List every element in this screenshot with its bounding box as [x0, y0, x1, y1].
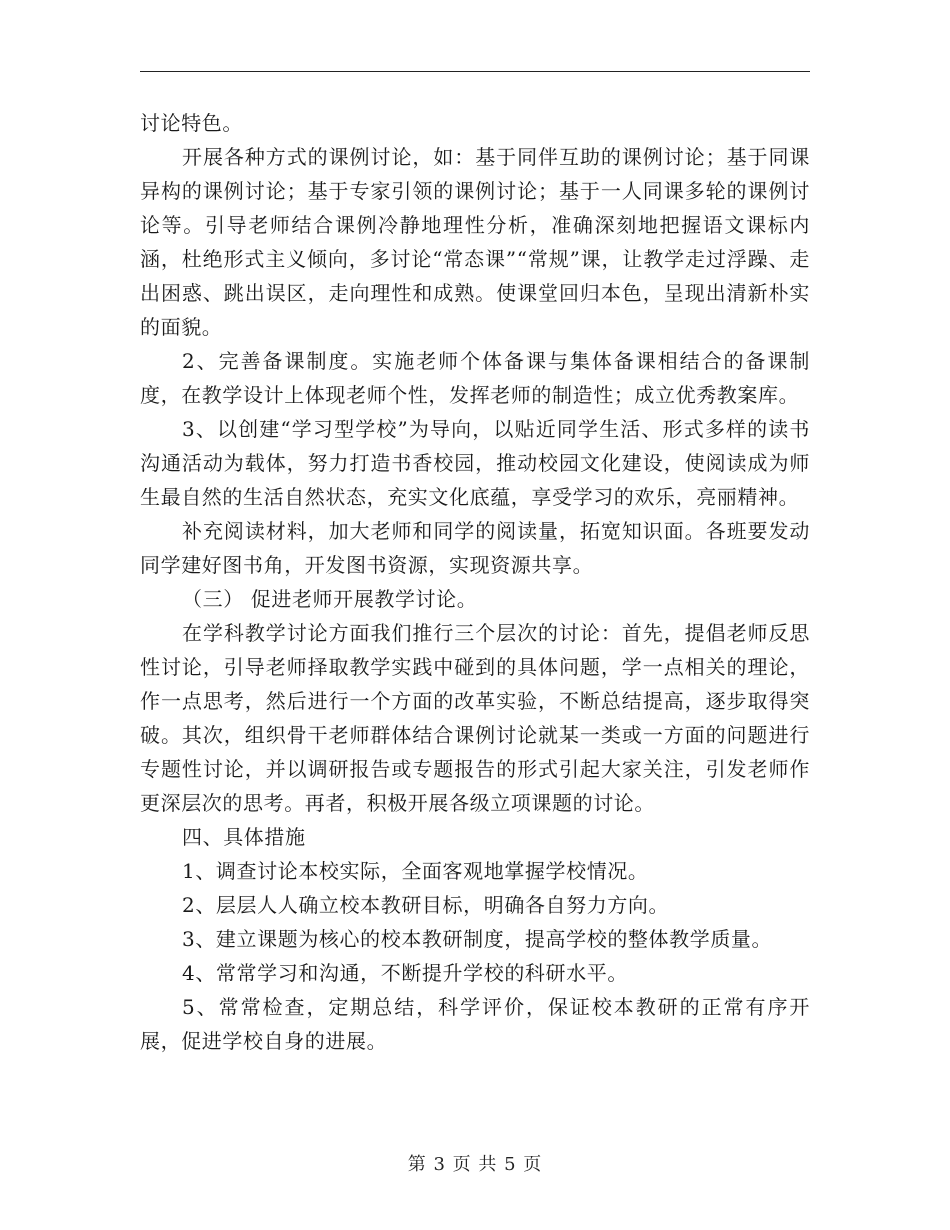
paragraph-continuation: 讨论特色。 — [140, 111, 243, 135]
paragraph-research-levels: 在学科教学讨论方面我们推行三个层次的讨论：首先，提倡老师反思性讨论，引导老师择取教学实践中碰到的具体问题，学一点相关的理论，作一点思考，然后进行一个方面的改革实验，不断总结提高，逐步取得突破。其次，组织骨干老师群体结合课例讨论就某一类或一方面的问题进行专题性讨论，并以调研报告或专题报告的形式引起大家关注，引发老师作更深层次的思考。再者，积极开展各级立项课题的讨论。 — [140, 621, 810, 815]
section-heading-teaching-research: （三） 促进老师开展教学讨论。 — [182, 587, 478, 611]
paragraph-lesson-prep: 2、完善备课制度。实施老师个体备课与集体备课相结合的备课制度，在教学设计上体现老师个性，发挥老师的制造性；成立优秀教案库。 — [140, 349, 810, 407]
measure-item-5: 5、常常检查，定期总结，科学评价，保证校本教研的正常有序开展，促进学校自身的进展。 — [140, 995, 810, 1053]
paragraph-case-discussion: 开展各种方式的课例讨论，如：基于同伴互助的课例讨论；基于同课异构的课例讨论；基于专家引领的课例讨论；基于一人同课多轮的课例讨论等。引导老师结合课例冷静地理性分析，准确深刻地把握语文课标内涵，杜绝形式主义倾向，多讨论“常态课”“常规”课，让教学走过浮躁、走出困惑、跳出误区，走向理性和成熟。使课堂回归本色，呈现出清新朴实的面貌。 — [140, 145, 810, 339]
measure-item-4: 4、常常学习和沟通，不断提升学校的科研水平。 — [182, 961, 628, 985]
paragraph-learning-school: 3、以创建“学习型学校”为导向，以贴近同学生活、形式多样的读书沟通活动为载体，努力打造书香校园，推动校园文化建设，使阅读成为师生最自然的生活自然状态，充实文化底蕴，享受学习的欢乐，亮丽精神。 — [140, 417, 810, 509]
measure-item-3: 3、建立课题为核心的校本教研制度，提高学校的整体教学质量。 — [182, 927, 773, 951]
measure-item-2: 2、层层人人确立校本教研目标，明确各自努力方向。 — [182, 893, 670, 917]
page-footer: 第 3 页 共 5 页 — [407, 1154, 543, 1175]
paragraph-reading-materials: 补充阅读材料，加大老师和同学的阅读量，拓宽知识面。各班要发动同学建好图书角，开发图书资源，实现资源共享。 — [140, 519, 810, 577]
header-rule — [140, 71, 810, 72]
section-heading-measures: 四、具体措施 — [182, 825, 306, 849]
document-body — [140, 106, 810, 1058]
measure-item-1: 1、调查讨论本校实际，全面客观地掌握学校情况。 — [182, 859, 649, 883]
